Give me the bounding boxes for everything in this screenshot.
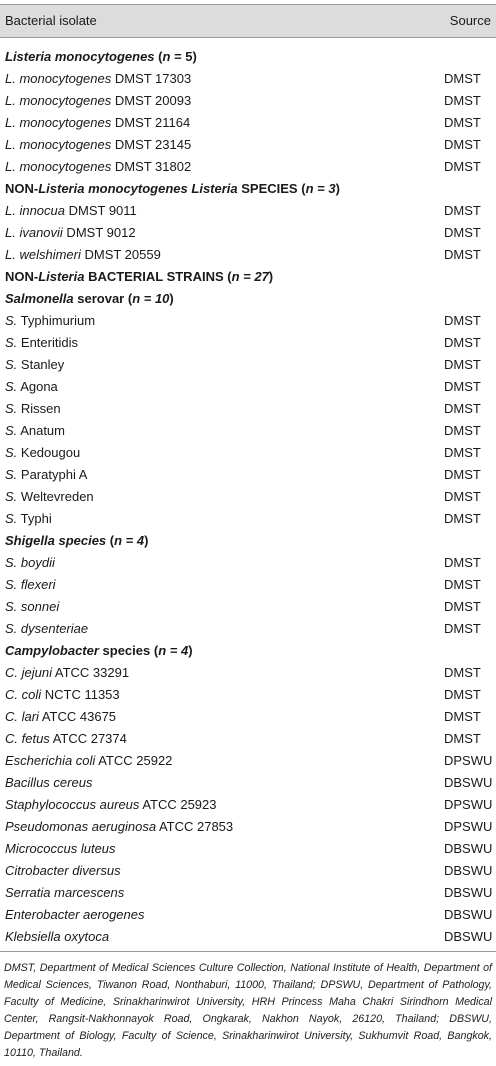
isolate-name xyxy=(5,838,116,860)
strain-id: Weltevreden xyxy=(17,489,94,504)
isolate-name xyxy=(5,926,109,948)
strain-id: ATCC 33291 xyxy=(51,665,130,680)
group-genus: Listeria monocytogenes xyxy=(5,49,155,64)
table-body xyxy=(0,46,496,948)
species-name: C. jejuni xyxy=(5,665,52,680)
source-cell: DMST xyxy=(444,709,481,724)
source-cell: DMST xyxy=(444,357,481,372)
species-name: Escherichia coli xyxy=(5,753,96,768)
isolate-name xyxy=(5,310,95,332)
isolate-name xyxy=(5,244,161,266)
isolate-name xyxy=(5,354,64,376)
table-row xyxy=(0,816,496,838)
isolate-name xyxy=(5,794,217,816)
strain-id: DMST 21164 xyxy=(111,115,191,130)
source-cell: DMST xyxy=(444,445,481,460)
source-cell: DMST xyxy=(444,555,481,570)
isolate-name xyxy=(5,420,65,442)
source-cell: DMST xyxy=(444,93,481,108)
isolate-name xyxy=(5,706,116,728)
strain-id: DMST 23145 xyxy=(111,137,192,152)
table-row xyxy=(0,552,496,574)
isolate-name xyxy=(5,596,59,618)
strain-id: ATCC 25922 xyxy=(95,753,173,768)
table-row xyxy=(0,706,496,728)
isolate-name xyxy=(5,156,191,178)
species-name: S. flexeri xyxy=(5,577,56,592)
strain-id: Paratyphi A xyxy=(17,467,88,482)
table-row xyxy=(0,508,496,530)
group-row-listeria: Listeria monocytogenes (n = 5) xyxy=(5,49,197,64)
table-footnote: DMST, Department of Medical Sciences Culture Collection, National Institute of Health, Department of Medical Sciences, Tiwanon Road, Nonthaburi, 11000, Thailand; DPSWU, Department of Pathology, Faculty of Medicine, Srinakharinwirot University, HRH Princess Maha Chakri Sirindhorn Medical Center, Rangsit-Nakhonnayok Road, Ongkarak, Nakhon Nayok, 26120, Thailand; DBSWU, Department of Biology, Faculty of Science, Srinakharinwirot University, Sukhumvit Road, Bangkok, 10110, Thailand. xyxy=(4,962,492,1059)
isolate-name xyxy=(5,882,124,904)
table-row xyxy=(0,794,496,816)
table-row xyxy=(0,310,496,332)
strain-id: DMST 17303 xyxy=(111,71,192,86)
strain-id: Typhi xyxy=(17,511,52,526)
isolate-name xyxy=(5,332,78,354)
strain-id: Agona xyxy=(17,379,58,394)
table-row xyxy=(0,596,496,618)
species-name: L. welshimeri xyxy=(5,247,81,262)
strain-id: ATCC 27853 xyxy=(156,819,234,834)
strain-id: ATCC 43675 xyxy=(38,709,117,724)
table-row xyxy=(0,376,496,398)
isolate-name xyxy=(5,904,144,926)
table-row xyxy=(0,200,496,222)
species-name: L. innocua xyxy=(5,203,65,218)
species-name: S. xyxy=(5,511,18,526)
source-cell: DMST xyxy=(444,731,481,746)
isolate-name xyxy=(5,508,52,530)
species-name: Bacillus cereus xyxy=(5,775,93,790)
isolate-name xyxy=(5,68,191,90)
species-name: S. xyxy=(5,489,18,504)
table-row xyxy=(0,926,496,948)
source-cell: DMST xyxy=(444,137,481,152)
species-name: Klebsiella oxytoca xyxy=(5,929,110,944)
isolate-name xyxy=(5,376,58,398)
group-row-non-lm: NON-Listeria monocytogenes Listeria SPECIES (n = 3) xyxy=(5,181,340,196)
source-cell: DMST xyxy=(444,247,481,262)
strain-id: Kedougou xyxy=(17,445,81,460)
strain-id: DMST 20093 xyxy=(111,93,192,108)
strain-id: Stanley xyxy=(17,357,65,372)
table-header xyxy=(0,5,496,37)
source-cell: DBSWU xyxy=(444,929,493,944)
source-cell: DBSWU xyxy=(444,863,493,878)
isolate-name xyxy=(5,574,56,596)
isolate-name xyxy=(5,486,94,508)
strain-id: ATCC 25923 xyxy=(139,797,217,812)
isolate-name xyxy=(5,750,172,772)
source-cell: DMST xyxy=(444,71,481,86)
species-name: S. xyxy=(5,357,18,372)
source-cell: DPSWU xyxy=(444,819,493,834)
species-name: S. xyxy=(5,445,18,460)
species-name: L. monocytogenes xyxy=(5,71,112,86)
strain-id: DMST 31802 xyxy=(111,159,192,174)
species-name: Staphylococcus aureus xyxy=(5,797,140,812)
table-row xyxy=(0,112,496,134)
table-row xyxy=(0,354,496,376)
table-row xyxy=(0,442,496,464)
isolate-name xyxy=(5,662,129,684)
species-name: L. monocytogenes xyxy=(5,159,112,174)
isolate-name xyxy=(5,112,190,134)
species-name: C. lari xyxy=(5,709,39,724)
strain-id: ATCC 27374 xyxy=(49,731,127,746)
isolate-name xyxy=(5,772,92,794)
isolate-name xyxy=(5,222,136,244)
source-cell: DMST xyxy=(444,511,481,526)
species-name: S. xyxy=(5,423,18,438)
table-row xyxy=(0,156,496,178)
table-row xyxy=(0,486,496,508)
strain-id: Anatum xyxy=(17,423,65,438)
species-name: Pseudomonas aeruginosa xyxy=(5,819,157,834)
species-name: S. xyxy=(5,467,18,482)
group-row-salmonella: Salmonella serovar (n = 10) xyxy=(5,291,174,306)
table-row xyxy=(0,882,496,904)
source-cell: DPSWU xyxy=(444,753,493,768)
source-cell: DMST xyxy=(444,313,481,328)
isolate-name xyxy=(5,618,88,640)
table-row xyxy=(0,398,496,420)
table-row xyxy=(0,838,496,860)
strain-id: NCTC 11353 xyxy=(41,687,120,702)
strain-id: Typhimurium xyxy=(17,313,96,328)
isolate-name xyxy=(5,398,61,420)
isolate-name xyxy=(5,684,120,706)
header-bacterial-isolate: Bacterial isolate xyxy=(5,13,97,28)
species-name: L. monocytogenes xyxy=(5,115,112,130)
species-name: L. monocytogenes xyxy=(5,93,112,108)
isolate-name xyxy=(5,442,80,464)
species-name: S. xyxy=(5,401,18,416)
species-name: S. dysenteriae xyxy=(5,621,89,636)
species-name: Citrobacter diversus xyxy=(5,863,121,878)
species-name: C. fetus xyxy=(5,731,50,746)
table-row xyxy=(0,134,496,156)
table-row xyxy=(0,860,496,882)
species-name: S. xyxy=(5,379,18,394)
isolate-name xyxy=(5,816,233,838)
source-cell: DMST xyxy=(444,335,481,350)
species-name: C. coli xyxy=(5,687,42,702)
strain-id: DMST 9011 xyxy=(65,203,137,218)
group-row-shigella: Shigella species (n = 4) xyxy=(5,533,149,548)
table-row xyxy=(0,750,496,772)
source-cell: DMST xyxy=(444,599,481,614)
table-row xyxy=(0,772,496,794)
table-row xyxy=(0,684,496,706)
species-name: Micrococcus luteus xyxy=(5,841,116,856)
strain-id: DMST 20559 xyxy=(80,247,161,262)
source-cell: DBSWU xyxy=(444,885,493,900)
species-name: Enterobacter aerogenes xyxy=(5,907,145,922)
species-name: S. boydii xyxy=(5,555,55,570)
table-row xyxy=(0,332,496,354)
source-cell: DBSWU xyxy=(444,841,493,856)
species-name: Serratia marcescens xyxy=(5,885,125,900)
isolate-name xyxy=(5,464,87,486)
source-cell: DBSWU xyxy=(444,775,493,790)
source-cell: DPSWU xyxy=(444,797,493,812)
group-row-non-listeria: NON-Listeria BACTERIAL STRAINS (n = 27) xyxy=(5,269,274,284)
source-cell: DMST xyxy=(444,225,481,240)
strain-id: Enteritidis xyxy=(17,335,78,350)
source-cell: DMST xyxy=(444,159,481,174)
species-name: S. xyxy=(5,335,18,350)
isolate-name xyxy=(5,90,191,112)
species-name: L. monocytogenes xyxy=(5,137,112,152)
table-row xyxy=(0,420,496,442)
table-row xyxy=(0,904,496,926)
strain-id: Rissen xyxy=(17,401,61,416)
table-row xyxy=(0,90,496,112)
source-cell: DMST xyxy=(444,577,481,592)
source-cell: DMST xyxy=(444,665,481,680)
source-cell: DMST xyxy=(444,687,481,702)
strain-id: DMST 9012 xyxy=(62,225,136,240)
isolate-name xyxy=(5,860,121,882)
table-row xyxy=(0,68,496,90)
source-cell: DBSWU xyxy=(444,907,493,922)
source-cell: DMST xyxy=(444,115,481,130)
table-row xyxy=(0,728,496,750)
source-cell: DMST xyxy=(444,379,481,394)
header-rule xyxy=(0,37,496,38)
source-cell: DMST xyxy=(444,467,481,482)
table-row xyxy=(0,244,496,266)
isolate-name xyxy=(5,728,127,750)
source-cell: DMST xyxy=(444,401,481,416)
group-row-campylobacter: Campylobacter species (n = 4) xyxy=(5,643,193,658)
source-cell: DMST xyxy=(444,489,481,504)
source-cell: DMST xyxy=(444,423,481,438)
isolate-name xyxy=(5,552,55,574)
species-name: S. xyxy=(5,313,18,328)
table-row xyxy=(0,464,496,486)
table-row xyxy=(0,222,496,244)
source-cell: DMST xyxy=(444,203,481,218)
table-row xyxy=(0,618,496,640)
isolate-name xyxy=(5,200,137,222)
source-cell: DMST xyxy=(444,621,481,636)
table-row xyxy=(0,662,496,684)
isolate-name xyxy=(5,134,191,156)
header-source: Source xyxy=(449,13,491,28)
species-name: S. sonnei xyxy=(5,599,60,614)
species-name: L. ivanovii xyxy=(5,225,63,240)
bottom-rule xyxy=(0,951,496,952)
table-row xyxy=(0,574,496,596)
